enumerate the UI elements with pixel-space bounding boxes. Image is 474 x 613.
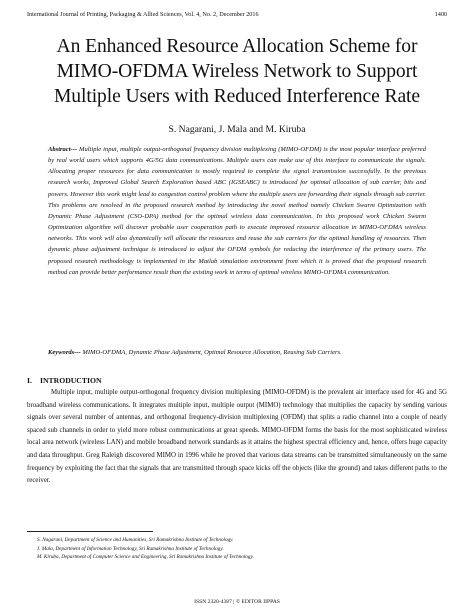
keywords-label: Keywords--- <box>48 349 81 356</box>
section-title: INTRODUCTION <box>40 376 102 385</box>
keywords-text: MIMO-OFDMA, Dynamic Phase Adjustment, Optimal Resource Allocation, Reusing Sub Carriers. <box>82 349 342 356</box>
running-header <box>27 11 447 18</box>
author-list: S. Nagarani, J. Mala and M. Kiruba <box>168 124 306 135</box>
title-line-3: Multiple Users with Reduced Interference Rate <box>53 86 420 107</box>
abstract-text: Multiple input, multiple output-orthogonal frequency division multiplexing (MIMO-OFDM) is the most popular interface preferred by real world users which supports 4G/5G data communications. Multiple users can make use of this interface to communicate the signals. Allocating proper resources for data communication is mostly required to complete the signal transmission successfully. In the previous research works, Improved Global Search Exploration based ABC (IGSEABC) is introduced for optimal allocation of sub carrier, bits and powers. However this work might lead to congestion control problem where the multiple users are forwarding their signals through sub carrier. This problems are resolved in the proposed research method by introducing the novel method namely Chicken Swarm Optimization with Dynamic Phase Adjustment (CSO-DPA) method for the optimal wireless data communication. In this proposed work Chicken Swarm Optimization algorithm will discover probable user cooperation path to execute improved resource allocation in MIMO-OFDMA wireless networks. This work will also dynamically will allocate the resources and reuse the sub carriers for the optimal handling of resources. Then dynamic phase adjustment technique is introduced to adjust the OFDM symbols for reducing the interference of the primary users. The proposed research methodology is implemented in the Matlab simulation environment from which it is proved that the proposed research method can provide better performance result than the existing work in terms of optimal wireless MIMO-OFDMA communication. <box>48 146 426 276</box>
page-footer: ISSN 2320-4387 | © EDITOR IIPPAS <box>194 599 280 605</box>
title-line-1: An Enhanced Resource Allocation Scheme for <box>56 36 418 57</box>
footnote-divider <box>27 531 153 532</box>
abstract-label: Abstract--- <box>48 146 78 153</box>
page-number: 1400 <box>434 11 447 18</box>
footnote-2: J. Mala, Department of Information Technology, Sri Ramakrishna Institute of Technology. <box>37 545 224 552</box>
introduction-paragraph: Multiple input, multiple output-orthogonal frequency division multiplexing (MIMO-OFDM) is the prevalent air interface used for 4G and 5G broadband wireless communications. It integrates multiple input, multiple output (MIMO) technology that multiplies the capacity by sending various signals over several number of antennas, and orthogonal frequency-division multiplexing (OFDM) that splits a radio channel into a couple of nearly spaced sub channels in order to yield more robust communications at great speeds. MIMO-OFDM forms the basis for the most sophisticated wireless local area network (wireless LAN) and mobile broadband network standards as it attains the highest spectral efficiency and, hence, offers huge capacity and data throughput. Greg Raleigh discovered MIMO in 1996 while he proved that various data streams can be transmitted simultaneously on the same frequency by exploiting the fact that the signals that are transmitted through space kicks off the objects (like the ground) and takes different paths to the receiver. <box>27 389 447 485</box>
title-line-2: MIMO-OFDMA Wireless Network to Support <box>56 61 418 82</box>
section-heading <box>27 376 102 385</box>
footnote-3: M. Kiruba, Department of Computer Science and Engineering, Sri Ramakrishna Institute of Technology. <box>37 554 254 561</box>
footnotes <box>37 536 254 562</box>
footnote-1: S. Nagarani, Department of Science and Humanities, Sri Ramakrishna Institute of Technology. <box>37 537 234 543</box>
paper-title <box>20 34 454 109</box>
keywords <box>48 349 426 356</box>
journal-name: International Journal of Printing, Packaging & Allied Sciences, Vol. 4, No. 2, December 2016 <box>27 11 259 18</box>
section-number: I. <box>27 376 32 385</box>
abstract <box>48 144 426 278</box>
